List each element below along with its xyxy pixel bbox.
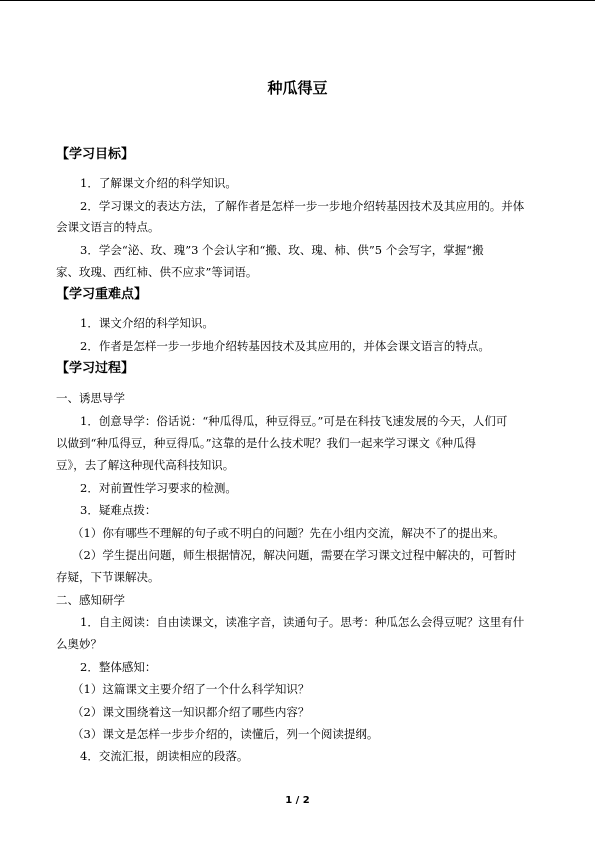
page-number: 1 / 2 bbox=[285, 795, 310, 806]
section-heading-key-points: 【学习重难点】 bbox=[56, 287, 148, 302]
paragraph-line: 3．学会“泌、玫、瑰”3 个会认字和“搬、玫、瑰、柿、供”5 个会写字，掌握“搬 bbox=[80, 243, 484, 257]
subsection-title: 一、诱思导学 bbox=[56, 391, 125, 405]
subsection-title: 二、感知研学 bbox=[56, 593, 125, 607]
paragraph-line: （1）这篇课文主要介绍了一个什么科学知识？ bbox=[72, 682, 310, 696]
paragraph-line: 3．疑难点拨： bbox=[80, 503, 157, 517]
paragraph-line: 1．创意导学：俗话说：“种瓜得瓜，种豆得豆。”可是在科技飞速发展的今天，人们可 bbox=[80, 414, 508, 428]
paragraph-line: 2．整体感知： bbox=[80, 660, 157, 674]
paragraph-line: 1．课文介绍的科学知识。 bbox=[80, 316, 214, 330]
paragraph-line: （3）课文是怎样一步步介绍的，读懂后，列一个阅读提纲。 bbox=[72, 727, 379, 741]
paragraph-line: 家、玫瑰、西红柿、供不应求”等词语。 bbox=[56, 265, 258, 279]
paragraph-line: 4．交流汇报，朗读相应的段落。 bbox=[80, 749, 249, 763]
paragraph-line: 1．自主阅读：自由读课文，读准字音，读通句子。思考：种瓜怎么会得豆呢？这里有什 bbox=[80, 615, 525, 629]
document-title: 种瓜得豆 bbox=[267, 79, 328, 97]
section-heading-goals: 【学习目标】 bbox=[56, 147, 135, 162]
paragraph-line: 存疑，下节课解决。 bbox=[56, 570, 160, 584]
paragraph-line: （2）课文围绕着这一知识都介绍了哪些内容？ bbox=[72, 705, 310, 719]
paragraph-line: （1）你有哪些不理解的句子或不明白的问题？先在小组内交流，解决不了的提出来。 bbox=[72, 526, 505, 540]
paragraph-line: 豆》，去了解这种现代高科技知识。 bbox=[56, 458, 235, 472]
paragraph-line: 以做到“种瓜得豆，种豆得瓜。”这靠的是什么技术呢？我们一起来学习课文《种瓜得 bbox=[56, 436, 477, 450]
paragraph-line: 1．了解课文介绍的科学知识。 bbox=[80, 176, 237, 190]
top-border-line bbox=[0, 0, 595, 1]
paragraph-line: 么奥妙？ bbox=[56, 637, 102, 651]
paragraph-line: 2．作者是怎样一步一步地介绍转基因技术及其应用的，并体会课文语言的特点。 bbox=[80, 339, 490, 353]
paragraph-line: 2．对前置性学习要求的检测。 bbox=[80, 481, 237, 495]
paragraph-line: （2）学生提出问题，师生根据情况，解决问题，需要在学习课文过程中解决的，可暂时 bbox=[72, 548, 517, 562]
section-heading-process: 【学习过程】 bbox=[56, 361, 135, 376]
paragraph-line: 会课文语言的特点。 bbox=[56, 220, 160, 234]
paragraph-line: 2．学习课文的表达方法，了解作者是怎样一步一步地介绍转基因技术及其应用的。并体 bbox=[80, 199, 525, 213]
